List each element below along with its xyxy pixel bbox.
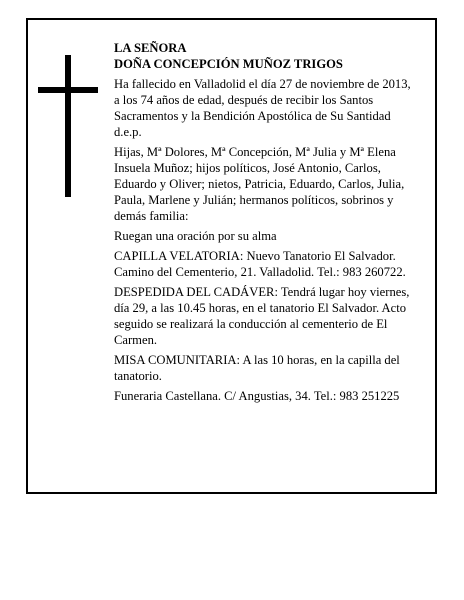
death-statement: Ha fallecido en Valladolid el día 27 de noviembre de 2013, a los 74 años de edad, después de recibir los Santos Sacramentos y la Bendición Apostólica de Su Santidad bbox=[114, 77, 411, 123]
rip-abbreviation: d.e.p. bbox=[114, 125, 142, 139]
cross-vertical-bar bbox=[65, 55, 71, 197]
prayer-request: Ruegan una oración por su alma bbox=[114, 229, 277, 243]
title-line: LA SEÑORA bbox=[114, 41, 187, 55]
notice-body bbox=[114, 40, 414, 408]
funeral-home-info: Funeraria Castellana. C/ Angustias, 34. Tel.: 983 251225 bbox=[114, 389, 400, 403]
deceased-name: DOÑA CONCEPCIÓN MUÑOZ TRIGOS bbox=[114, 57, 343, 71]
family-list: Hijas, Mª Dolores, Mª Concepción, Mª Julia y Mª Elena Insuela Muñoz; hijos políticos, José Antonio, Carlos, Eduardo y Oliver; nietos, Patricia, Eduardo, Carlos, Julia, Paula, Marlene y Julián; hermanos políticos, sobrinos y demás familia: bbox=[114, 145, 405, 223]
cross-horizontal-bar bbox=[38, 87, 98, 93]
latin-cross-icon bbox=[38, 55, 98, 197]
farewell-info: DESPEDIDA DEL CADÁVER: Tendrá lugar hoy viernes, día 29, a las 10.45 horas, en el tanatorio El Salvador. Acto seguido se realizará la conducción al cementerio de El Carmen. bbox=[114, 285, 410, 347]
chapel-info: CAPILLA VELATORIA: Nuevo Tanatorio El Salvador. Camino del Cementerio, 21. Valladolid. Tel.: 983 260722. bbox=[114, 249, 406, 279]
mass-info: MISA COMUNITARIA: A las 10 horas, en la capilla del tanatorio. bbox=[114, 353, 400, 383]
